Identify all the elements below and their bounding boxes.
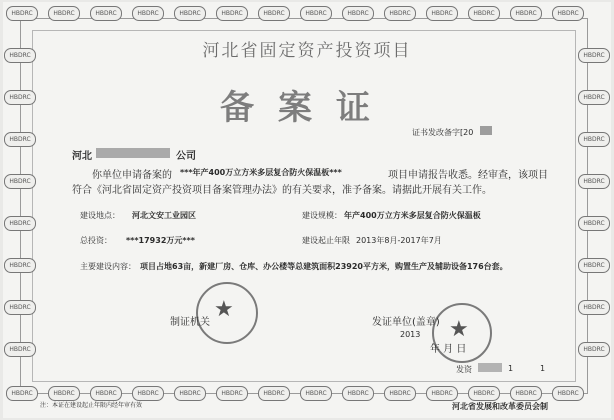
- maker-label: 制证机关: [170, 317, 210, 328]
- body-text: 项目申请报告收悉。经审查，该项目: [388, 170, 548, 181]
- scale-value: 年产400万立方米多层复合防火保温板: [344, 211, 481, 220]
- hbdrc-badge: HBDRC: [48, 386, 80, 401]
- hbdrc-badge: HBDRC: [4, 258, 36, 273]
- hbdrc-badge: HBDRC: [4, 132, 36, 147]
- hbdrc-badge: HBDRC: [132, 6, 164, 21]
- redaction-block: [96, 148, 170, 158]
- scale-label: 建设规模：: [302, 211, 342, 220]
- certificate-number: 证书发改备字[20: [412, 128, 474, 137]
- hbdrc-badge: HBDRC: [468, 386, 500, 401]
- hbdrc-badge: HBDRC: [48, 6, 80, 21]
- hbdrc-badge: HBDRC: [426, 386, 458, 401]
- hbdrc-badge: HBDRC: [216, 386, 248, 401]
- hbdrc-badge: HBDRC: [578, 258, 610, 273]
- recipient-suffix: 公司: [176, 151, 196, 162]
- hbdrc-badge: HBDRC: [258, 6, 290, 21]
- hbdrc-badge: HBDRC: [132, 386, 164, 401]
- investment-value: ***17932万元***: [126, 236, 195, 245]
- recipient-prefix: 河北: [72, 151, 92, 162]
- issue-number-2: 1: [540, 364, 546, 373]
- hbdrc-badge: HBDRC: [6, 6, 38, 21]
- hbdrc-badge: HBDRC: [258, 386, 290, 401]
- hbdrc-badge: HBDRC: [174, 386, 206, 401]
- issuer-label: 发证单位(盖章): [372, 317, 440, 328]
- hbdrc-badge: HBDRC: [4, 342, 36, 357]
- issue-label: 发资: [456, 365, 472, 374]
- hbdrc-badge: HBDRC: [426, 6, 458, 21]
- hbdrc-badge: HBDRC: [510, 6, 542, 21]
- hbdrc-badge: HBDRC: [300, 6, 332, 21]
- hbdrc-badge: HBDRC: [4, 48, 36, 63]
- hbdrc-badge: HBDRC: [552, 6, 584, 21]
- hbdrc-badge: HBDRC: [578, 90, 610, 105]
- issue-date: 年 月 日: [430, 344, 467, 355]
- certificate-title: 河北省固定资产投资项目: [202, 41, 412, 61]
- footer-note: 注：本证在建设起止年限内经年审有效: [40, 402, 143, 409]
- certificate-subtitle: 备案证: [220, 88, 394, 128]
- period-label: 建设起止年限: [302, 236, 350, 245]
- issue-number: 1: [508, 364, 514, 373]
- hbdrc-badge: HBDRC: [342, 386, 374, 401]
- body-text: 你单位申请备案的: [92, 170, 172, 181]
- hbdrc-badge: HBDRC: [174, 6, 206, 21]
- footer-organization: 河北省发展和改革委员会制: [452, 402, 548, 411]
- hbdrc-badge: HBDRC: [552, 386, 584, 401]
- hbdrc-badge: HBDRC: [468, 6, 500, 21]
- hbdrc-badge: HBDRC: [4, 90, 36, 105]
- redaction-block: [478, 363, 502, 372]
- hbdrc-badge: HBDRC: [578, 300, 610, 315]
- hbdrc-badge: HBDRC: [578, 132, 610, 147]
- hbdrc-badge: HBDRC: [578, 48, 610, 63]
- investment-label: 总投资：: [80, 236, 112, 245]
- content-value: 项目占地63亩，新建厂房、仓库、办公楼等总建筑面积23920平方米，购置生产及辅助设备176台套。: [140, 262, 508, 271]
- body-text: 符合《河北省固定资产投资项目备案管理办法》的有关要求，准予备案。请据此开展有关工作。: [72, 185, 492, 196]
- hbdrc-badge: HBDRC: [578, 216, 610, 231]
- content-label: 主要建设内容：: [80, 262, 136, 271]
- hbdrc-badge: HBDRC: [342, 6, 374, 21]
- hbdrc-badge: HBDRC: [90, 386, 122, 401]
- issue-year: 2013: [400, 330, 421, 339]
- hbdrc-badge: HBDRC: [4, 216, 36, 231]
- period-value: 2013年8月-2017年7月: [356, 236, 442, 245]
- hbdrc-badge: HBDRC: [6, 386, 38, 401]
- location-value: 河北文安工业园区: [132, 211, 196, 220]
- seal-star-icon: ★: [449, 317, 469, 342]
- hbdrc-badge: HBDRC: [216, 6, 248, 21]
- hbdrc-badge: HBDRC: [510, 386, 542, 401]
- hbdrc-badge: HBDRC: [384, 386, 416, 401]
- hbdrc-badge: HBDRC: [4, 174, 36, 189]
- hbdrc-badge: HBDRC: [90, 6, 122, 21]
- seal-star-icon: ★: [214, 297, 234, 322]
- location-label: 建设地点：: [80, 211, 120, 220]
- hbdrc-badge: HBDRC: [384, 6, 416, 21]
- project-name: ***年产400万立方米多层复合防火保温板***: [180, 168, 342, 177]
- hbdrc-badge: HBDRC: [578, 342, 610, 357]
- hbdrc-badge: HBDRC: [300, 386, 332, 401]
- redaction-block: [480, 126, 492, 135]
- hbdrc-badge: HBDRC: [578, 174, 610, 189]
- hbdrc-badge: HBDRC: [4, 300, 36, 315]
